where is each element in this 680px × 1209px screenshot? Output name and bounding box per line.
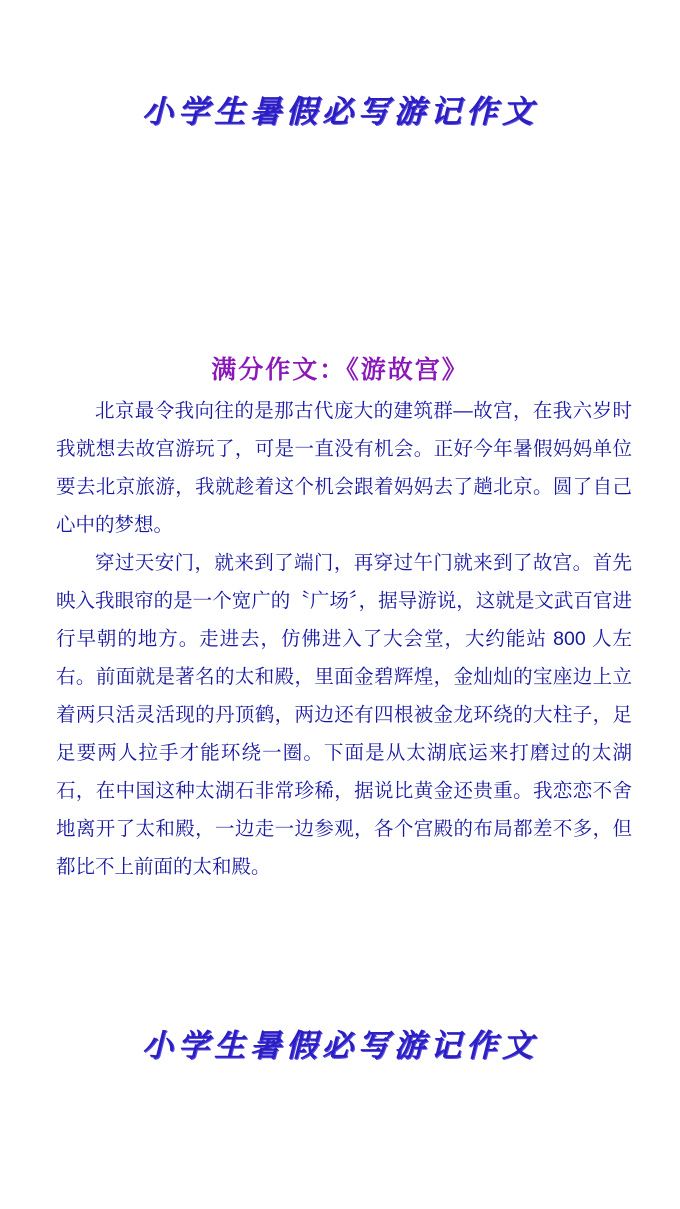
article-body <box>56 392 632 886</box>
paragraph-1: 北京最令我向往的是那古代庞大的建筑群—故宫，在我六岁时我就想去故宫游玩了，可是一直没有机会。正好今年暑假妈妈单位要去北京旅游，我就趁着这个机会跟着妈妈去了趟北京。圆了自己心中的梦想。 <box>56 400 632 536</box>
paragraph-2: 穿过天安门，就来到了端门，再穿过午门就来到了故宫。首先映入我眼帘的是一个宽广的〝广场〞，据导游说，这就是文武百官进行早朝的地方。走进去，仿佛进入了大会堂，大约能站 800 人左右。前面就是著名的太和殿，里面金碧辉煌，金灿灿的宝座边上立着两只活灵活现的丹顶鹤，两边还有四根被金龙环绕的大柱子，足足要两人拉手才能环绕一圈。下面是从太湖底运来打磨过的太湖石，在中国这种太湖石非常珍稀，据说比黄金还贵重。我恋恋不舍地离开了太和殿，一边走一边参观，各个宫殿的布局都差不多，但都比不上前面的太和殿。 <box>56 552 632 878</box>
footer-banner: 小学生暑假必写游记作文 <box>142 1028 538 1064</box>
page-title: 满分作文：《游故宫》 <box>211 355 469 384</box>
header-banner: 小学生暑假必写游记作文 <box>142 94 538 130</box>
